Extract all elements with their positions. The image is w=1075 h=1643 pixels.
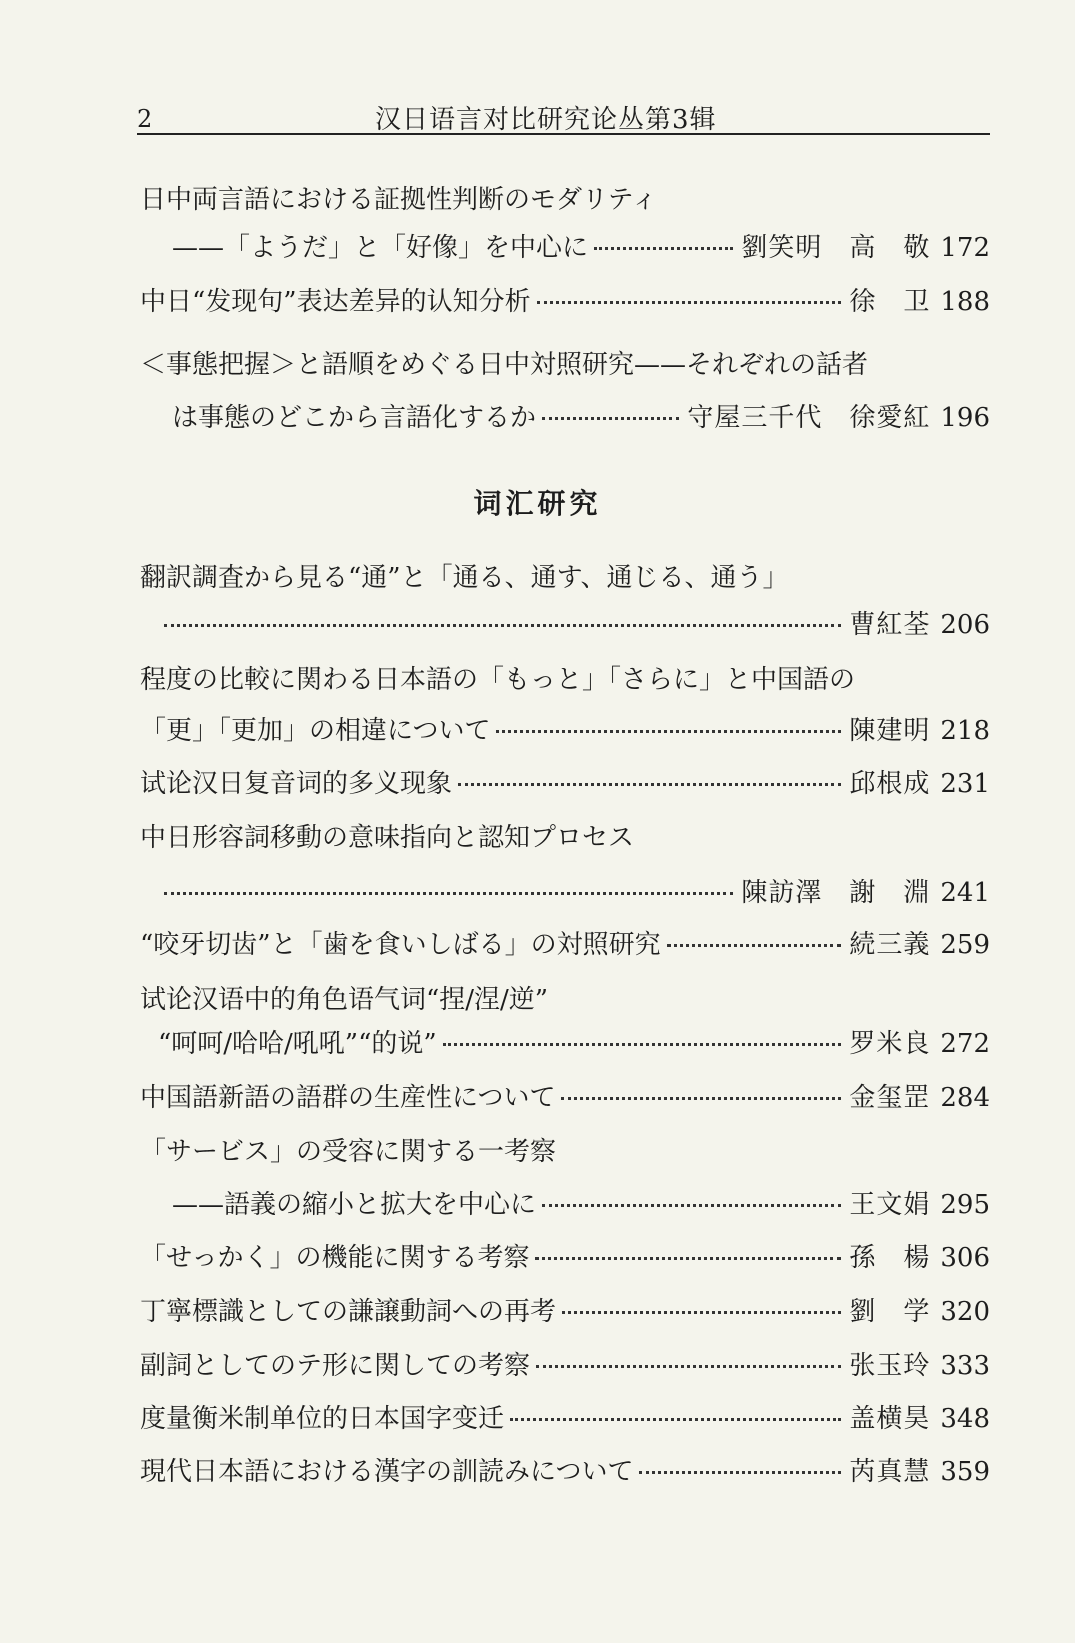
leader-dots [542,1202,841,1207]
toc-entry-page: 259 [940,930,990,960]
toc-entry-author: 盖横昊 [849,1404,931,1434]
toc-entry-author: 金玺罡 [849,1083,931,1113]
toc-entry-author: 劉笑明 高 敬 [741,233,931,263]
toc-entry-title: 试论汉日复音词的多义现象 [140,769,453,799]
toc-entry-title: 「サービス」の受容に関する一考察 [140,1137,557,1167]
toc-entry-subtitle: は事態のどこから言語化するか [172,403,537,433]
toc-entry-page: 295 [940,1190,990,1220]
toc-entry-title: ＜事態把握＞と語順をめぐる日中対照研究——それぞれの話者 [140,350,869,380]
toc-entry [158,605,990,645]
toc-entry-page: 196 [940,403,990,433]
leader-dots [639,1469,841,1474]
toc-entry [172,1185,990,1225]
toc-entry-title: 中国語新語の語群の生産性について [140,1083,556,1113]
toc-entry-author: 芮真慧 [849,1457,931,1487]
toc-entry-subtitle: 「更」「更加」の相違について [140,716,491,746]
toc-entry-title: 试论汉语中的角色语气词“捏/涅/逆” [140,985,549,1015]
leader-dots [496,728,841,733]
toc-entry [172,398,990,438]
toc-entry-title: “咬牙切齿”と「歯を食いしばる」の対照研究 [140,930,661,960]
section-heading: 词汇研究 [473,487,602,520]
page-header [137,97,990,135]
leader-dots [542,415,679,420]
toc-entry-author: 劉 学 [849,1297,931,1327]
toc-entry-page: 206 [940,610,990,640]
toc-entry [140,1238,990,1278]
toc-entry-page: 284 [940,1083,990,1113]
toc-entry-page: 320 [940,1297,990,1327]
leader-dots [458,781,841,786]
leader-dots [510,1416,841,1421]
toc-entry-title: 中日形容詞移動の意味指向と認知プロセス [140,823,635,853]
toc-entry-title: 現代日本語における漢字の訓読みについて [140,1457,634,1487]
toc-entry [140,1452,990,1492]
toc-entry-page: 306 [940,1243,990,1273]
toc-entry-page: 241 [940,878,990,908]
toc-entry-title: 翻訳調査から見る“通”と「通る、通す、通じる、通う」 [140,563,789,593]
toc-entry-title: 日中両言語における証拠性判断のモダリティ [140,185,658,215]
toc-entry [140,282,990,322]
toc-entry-subtitle: ——「ようだ」と「好像」を中心に [172,233,589,263]
toc-entry-author: 陳訪澤 謝 淵 [741,878,931,908]
leader-dots [537,299,842,304]
toc-entry-page: 218 [940,716,990,746]
leader-dots [594,245,733,250]
toc-entry [172,228,990,268]
toc-entry [158,1024,990,1064]
toc-entry-author: 守屋三千代 徐愛紅 [687,403,931,433]
toc-entry [140,1292,990,1332]
toc-entry-page: 272 [940,1029,990,1059]
toc-entry [140,925,990,965]
toc-entry-author: 王文娟 [849,1190,931,1220]
toc-entry-page: 348 [940,1404,990,1434]
toc-entry-author: 孫 楊 [849,1243,931,1273]
toc-entry [140,1346,990,1386]
toc-entry-author: 罗米良 [849,1029,931,1059]
toc-entry-title: 中日“发现句”表达差异的认知分析 [140,287,531,317]
page-number: 2 [137,105,153,133]
toc-entry-subtitle: ——語義の縮小と拡大を中心に [172,1190,537,1220]
leader-dots [443,1041,842,1046]
toc-entry-page: 172 [940,233,990,263]
leader-dots [164,890,733,895]
toc-entry [140,1399,990,1439]
toc-entry-title: 「せっかく」の機能に関する考察 [140,1243,530,1273]
toc-entry-subtitle: “呵呵/哈哈/吼吼”“的说” [158,1029,437,1059]
leader-dots [164,622,841,627]
running-title: 汉日语言对比研究论丛第3辑 [375,105,717,135]
leader-dots [536,1363,841,1368]
toc-entry-page: 333 [940,1351,990,1381]
toc-entry-page: 359 [940,1457,990,1487]
leader-dots [562,1309,841,1314]
leader-dots [667,942,842,947]
toc-entry-author: 徐 卫 [849,287,931,317]
leader-dots [535,1255,841,1260]
toc-entry-author: 陳建明 [849,716,931,746]
toc-entry [158,873,990,913]
toc-entry [140,1078,990,1118]
toc-entry [140,711,990,751]
toc-entry-title: 度量衡米制单位的日本国字变迁 [140,1404,505,1434]
toc-entry-author: 张玉玲 [849,1351,931,1381]
toc-entry-author: 邱根成 [849,769,931,799]
toc-entry-title: 丁寧標識としての謙譲動詞への再考 [140,1297,557,1327]
toc-entry-page: 231 [940,769,990,799]
leader-dots [561,1095,841,1100]
toc-entry-title: 副詞としてのテ形に関しての考察 [140,1351,531,1381]
toc-entry-author: 曹紅荃 [849,610,931,640]
toc-entry [140,764,990,804]
toc-entry-page: 188 [940,287,990,317]
toc-entry-author: 続三義 [849,930,931,960]
toc-entry-title: 程度の比較に関わる日本語の「もっと」「さらに」と中国語の [140,665,856,695]
